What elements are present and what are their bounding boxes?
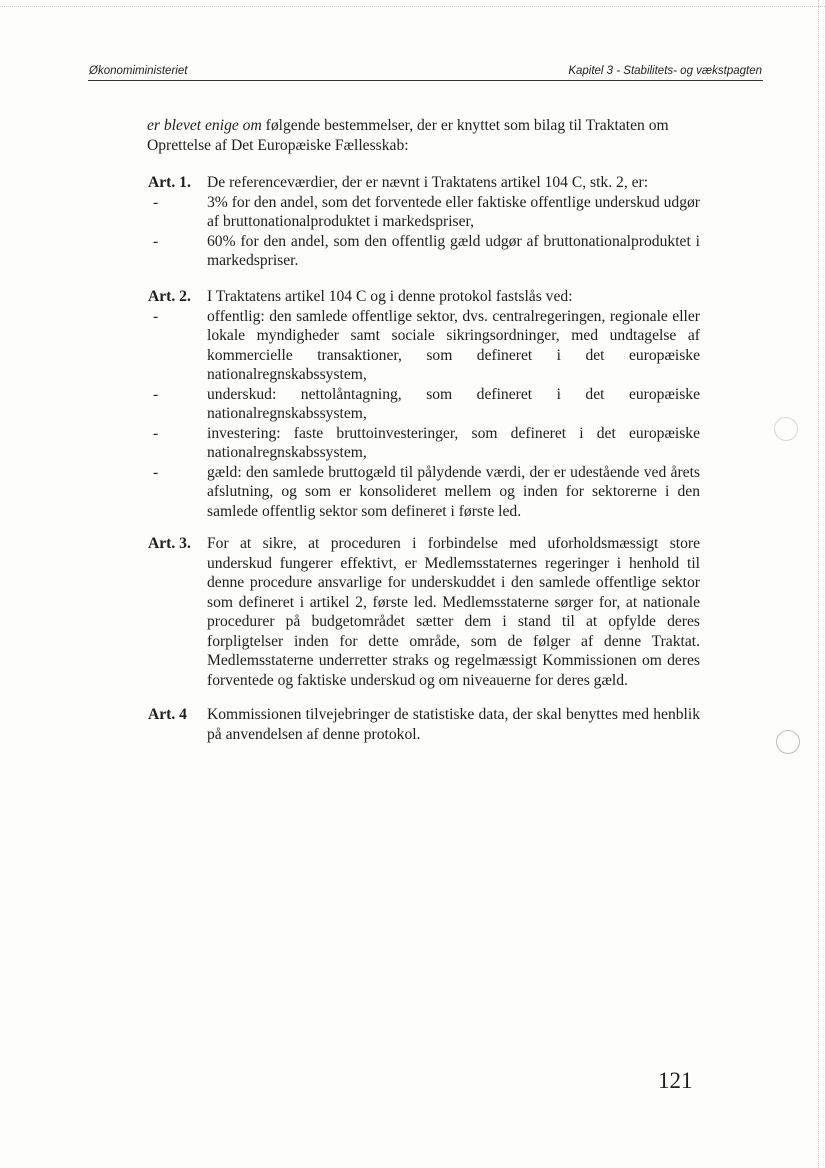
list-item-text: 60% for den andel, som den offentlig gæld udgør af bruttonationalproduktet i markedspriser.	[207, 232, 700, 269]
list-item	[153, 424, 700, 463]
article-lead: For at sikre, at proceduren i forbindelse med uforholdsmæssigt store underskud fungerer effektivt, er Medlemsstaternes regeringer i henhold til denne procedure ansvarlige for underskuddet i den samlede offentlige sektor som defineret i artikel 2, første led. Medlemsstaterne sørger for, at nationale procedurer på budgetområdet sætter dem i stand til at opfylde deres forpligtelser inden for dette område, som de følger af denne Traktat. Medlemsstaterne underretter straks og regelmæssigt Kommissionen om deres forventede og faktiske underskud og om niveauerne for deres gæld.	[207, 535, 700, 689]
dash-bullet: -	[153, 232, 159, 250]
list-item	[153, 193, 700, 232]
dash-bullet: -	[153, 424, 159, 442]
list-item	[153, 307, 700, 385]
scan-edge-right	[818, 0, 819, 1168]
list-item-text: gæld: den samlede bruttogæld til pålydende værdi, der er udestående ved årets afslutning, og som er konsolideret mellem og inden for sektorerne i den samlede offentlig sektor som defineret i første led.	[207, 463, 700, 520]
article-body	[207, 705, 700, 744]
list-item-text: 3% for den andel, som det forventede eller faktiske offentlige underskud udgør af bruttonationalproduktet i markedspriser,	[207, 193, 700, 230]
article-list	[153, 193, 700, 271]
list-item-text: offentlig: den samlede offentlige sektor, dvs. centralregeringen, regionale eller lokale myndigheder samt sociale sikringsordninger, med undtagelse af kommercielle transaktioner, som defineret i det europæiske nationalregnskabssystem,	[207, 307, 700, 383]
list-item	[153, 232, 700, 271]
punch-hole-mark	[774, 417, 798, 441]
article-label: Art. 1.	[148, 174, 191, 191]
dash-bullet: -	[153, 307, 159, 325]
intro-emphasis: er blevet enige om	[147, 117, 262, 134]
article-lead: De referenceværdier, der er nævnt i Traktatens artikel 104 C, stk. 2, er:	[207, 174, 649, 191]
dash-bullet: -	[153, 463, 159, 481]
page-header	[88, 60, 763, 81]
dash-bullet: -	[153, 385, 159, 403]
intro-paragraph	[147, 116, 707, 155]
punch-hole-mark	[776, 730, 800, 754]
article-body	[207, 534, 700, 690]
article-lead: I Traktatens artikel 104 C og i denne protokol fastslås ved:	[207, 288, 573, 305]
intro-text: følgende bestemmelser, der er knyttet som bilag til Traktaten om Oprettelse af Det Europæiske Fællesskab:	[147, 117, 669, 154]
article-label: Art. 2.	[148, 288, 191, 305]
list-item-text: investering: faste bruttoinvesteringer, som defineret i det europæiske nationalregnskabssystem,	[207, 424, 700, 461]
page-number: 121	[658, 1068, 693, 1093]
article-lead: Kommissionen tilvejebringer de statistiske data, der skal benyttes med henblik på anvendelsen af denne protokol.	[207, 706, 700, 743]
header-ministry: Økonomiministeriet	[89, 65, 188, 77]
list-item	[153, 385, 700, 424]
dash-bullet: -	[153, 193, 159, 211]
list-item	[153, 463, 700, 522]
article-label: Art. 4	[148, 706, 187, 723]
scan-edge-top	[0, 6, 825, 7]
article-label: Art. 3.	[148, 535, 191, 552]
article-list	[153, 307, 700, 522]
header-chapter: Kapitel 3 - Stabilitets- og vækstpagten	[568, 65, 762, 77]
list-item-text: underskud: nettolåntagning, som defineret i det europæiske nationalregnskabssystem,	[207, 385, 700, 422]
